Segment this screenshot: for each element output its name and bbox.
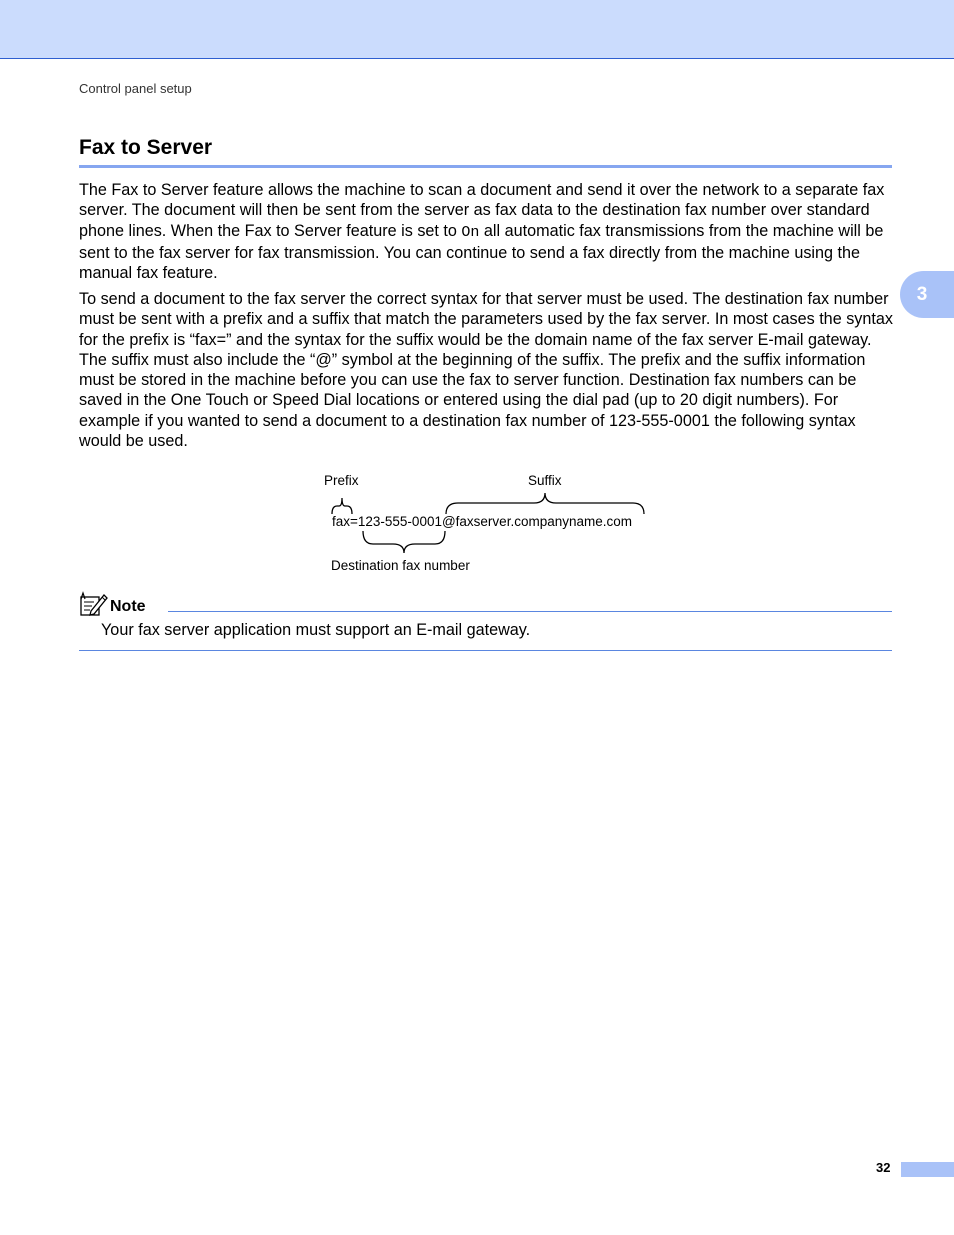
paragraph-intro <box>79 180 894 283</box>
paragraph-syntax: To send a document to the fax server the correct syntax for that server must be used. The destination fax number must be sent with a prefix and a suffix that match the parameters used by the fax server. In most cases the syntax for the prefix is “fax=” and the syntax for the suffix would be the domain name of the fax server E-mail gateway. The suffix must also include the “@” symbol at the beginning of the suffix. The prefix and the suffix information must be stored in the machine before you can use the fax to server function. Destination fax numbers can be saved in the One Touch or Speed Dial locations or entered using the dial pad (up to 20 digit numbers). For example if you wanted to send a document to a destination fax number of 123-555-0001 the following syntax would be used. <box>79 290 893 451</box>
header-band <box>0 0 954 59</box>
footer-bar <box>901 1162 954 1177</box>
paragraph-intro-start: The Fax to Server feature allows the machine to scan a document and send it over the network to a separate fax server. The document will then be sent from the server as fax data to the destination fax number over standard phone lines. When the Fax to Server feature is set to <box>79 181 885 240</box>
note-title: Note <box>110 598 146 615</box>
breadcrumb: Control panel setup <box>79 81 192 96</box>
paragraph-intro-end: all automatic fax transmissions from the machine will be sent to the fax server for fax transmission. You can continue to send a fax directly from the machine using the manual fax feature. <box>79 221 884 283</box>
setting-value-on: On <box>461 223 480 241</box>
syntax-example: fax=123-555-0001@faxserver.companyname.com <box>332 514 632 529</box>
note-rule-bottom <box>79 650 892 651</box>
prefix-brace <box>332 498 352 514</box>
note-text: Your fax server application must support an E-mail gateway. <box>101 621 531 639</box>
section-title: Fax to Server <box>79 136 213 159</box>
note-pencil-icon <box>79 591 109 617</box>
destination-brace <box>363 531 445 553</box>
suffix-brace <box>446 493 644 514</box>
destination-label: Destination fax number <box>331 558 470 573</box>
title-underline <box>79 165 892 168</box>
note-rule-top <box>168 611 892 612</box>
prefix-label: Prefix <box>324 473 359 488</box>
suffix-label: Suffix <box>528 473 562 488</box>
syntax-diagram <box>318 470 658 580</box>
chapter-tab[interactable]: 3 <box>900 271 954 318</box>
page-number: 32 <box>876 1160 891 1175</box>
